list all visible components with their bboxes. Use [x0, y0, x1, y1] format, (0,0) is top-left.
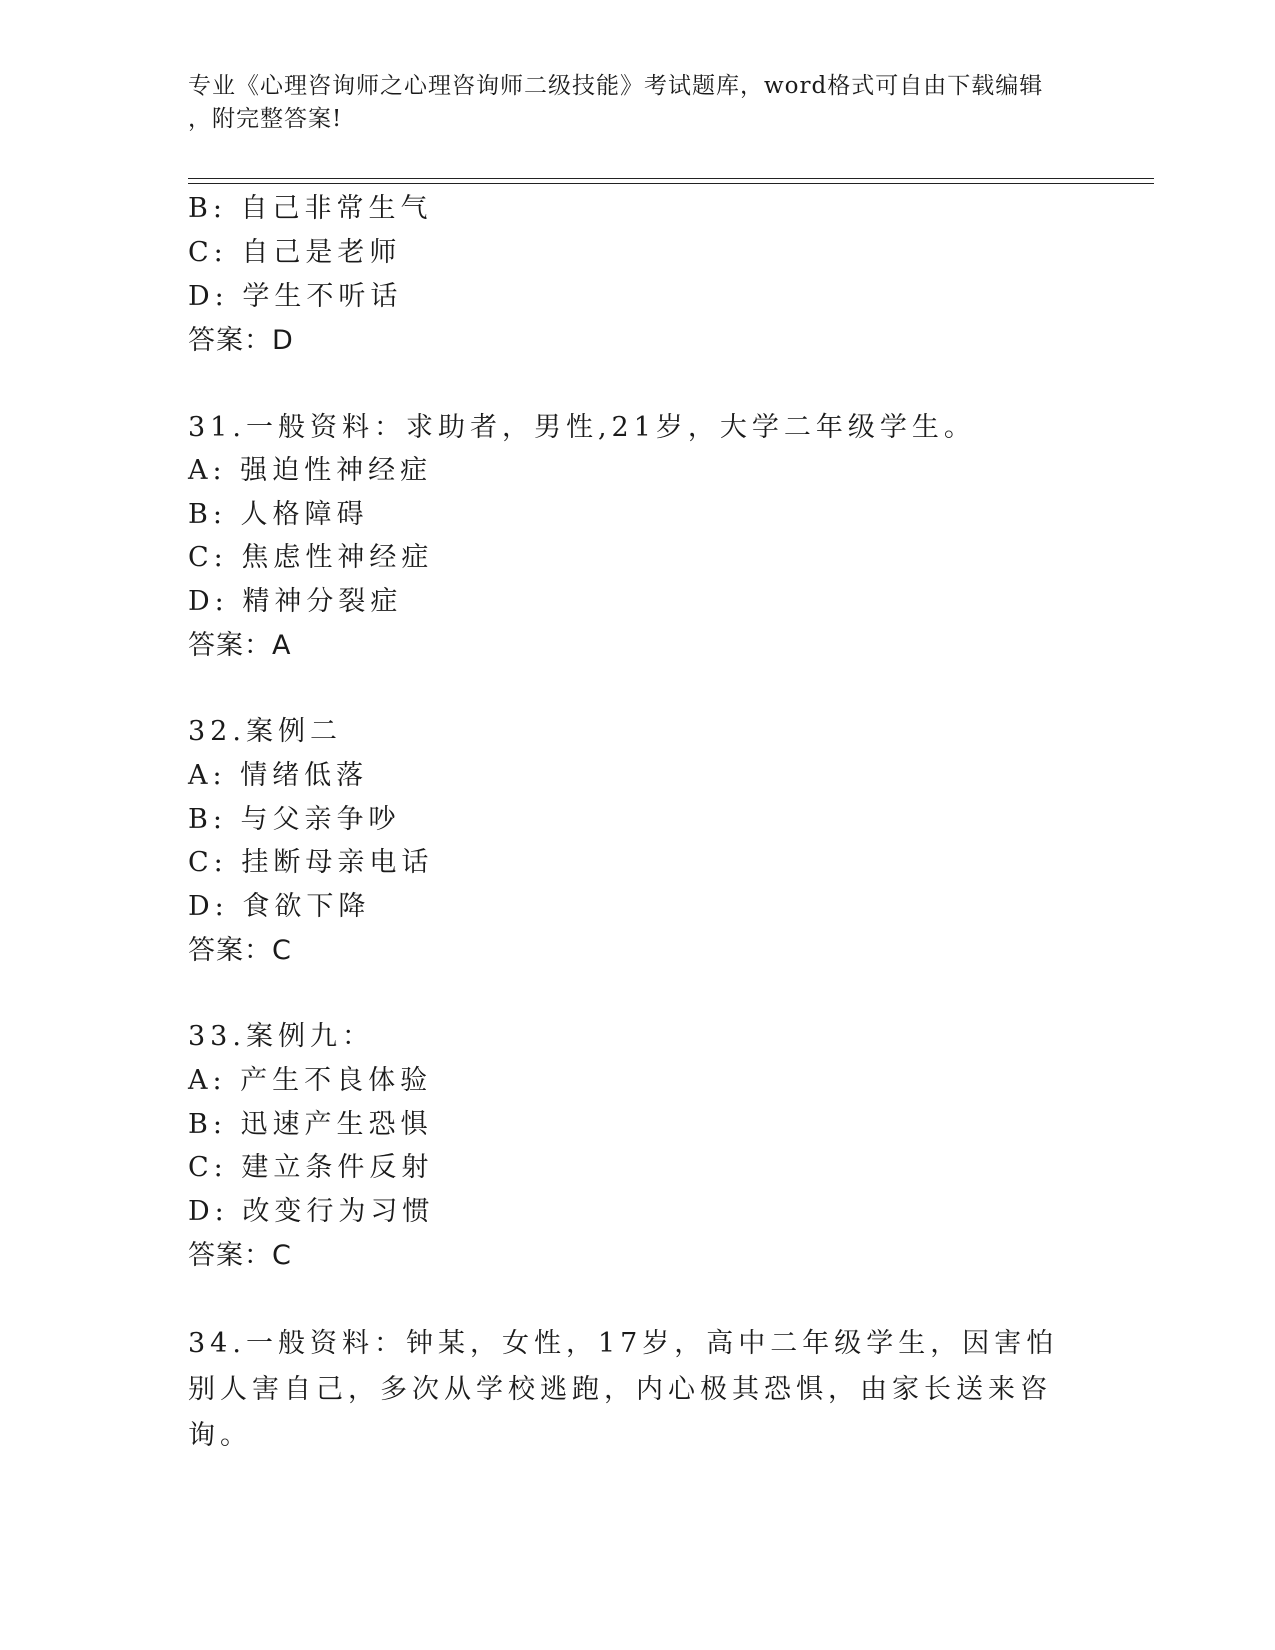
option-d: D: 食欲下降: [188, 891, 371, 922]
option-c: C: 建立条件反射: [188, 1152, 434, 1183]
document-header: [188, 70, 1088, 136]
header-line-1: 专业《心理咨询师之心理咨询师二级技能》考试题库，word格式可自由下载编辑: [188, 73, 1044, 99]
question-31: 31.一般资料：求助者，男性,21岁，大学二年级学生。: [188, 412, 976, 443]
answer-line: 答案：A: [188, 630, 292, 661]
option-d: D: 改变行为习惯: [188, 1196, 435, 1227]
option-d: D: 精神分裂症: [188, 586, 403, 617]
option-d: D: 学生不听话: [188, 281, 403, 312]
option-c: C: 挂断母亲电话: [188, 847, 434, 878]
header-line-2: ，附完整答案!: [188, 106, 343, 132]
option-a: A: 产生不良体验: [188, 1065, 433, 1096]
question-34: 34.一般资料：钟某，女性，17岁，高中二年级学生，因害怕别人害自己，多次从学校逃跑，内心极其恐惧，由家长送来咨询。: [188, 1328, 1059, 1451]
option-b: B: 人格障碍: [188, 499, 369, 530]
answer-line: 答案：C: [188, 935, 292, 966]
header-divider-bottom: [188, 183, 1154, 184]
option-c: C: 自己是老师: [188, 237, 402, 268]
option-b: B: 迅速产生恐惧: [188, 1109, 433, 1140]
answer-line: 答案：D: [188, 325, 294, 356]
option-c: C: 焦虑性神经症: [188, 542, 434, 573]
option-a: A: 情绪低落: [188, 760, 369, 791]
answer-line: 答案：C: [188, 1240, 292, 1271]
option-b: B: 与父亲争吵: [188, 804, 401, 835]
question-33: 33.案例九：: [188, 1021, 374, 1052]
option-a: A: 强迫性神经症: [188, 455, 433, 486]
option-b: B: 自己非常生气: [188, 193, 433, 224]
header-divider-top: [188, 178, 1154, 179]
question-32: 32.案例二: [188, 716, 342, 747]
